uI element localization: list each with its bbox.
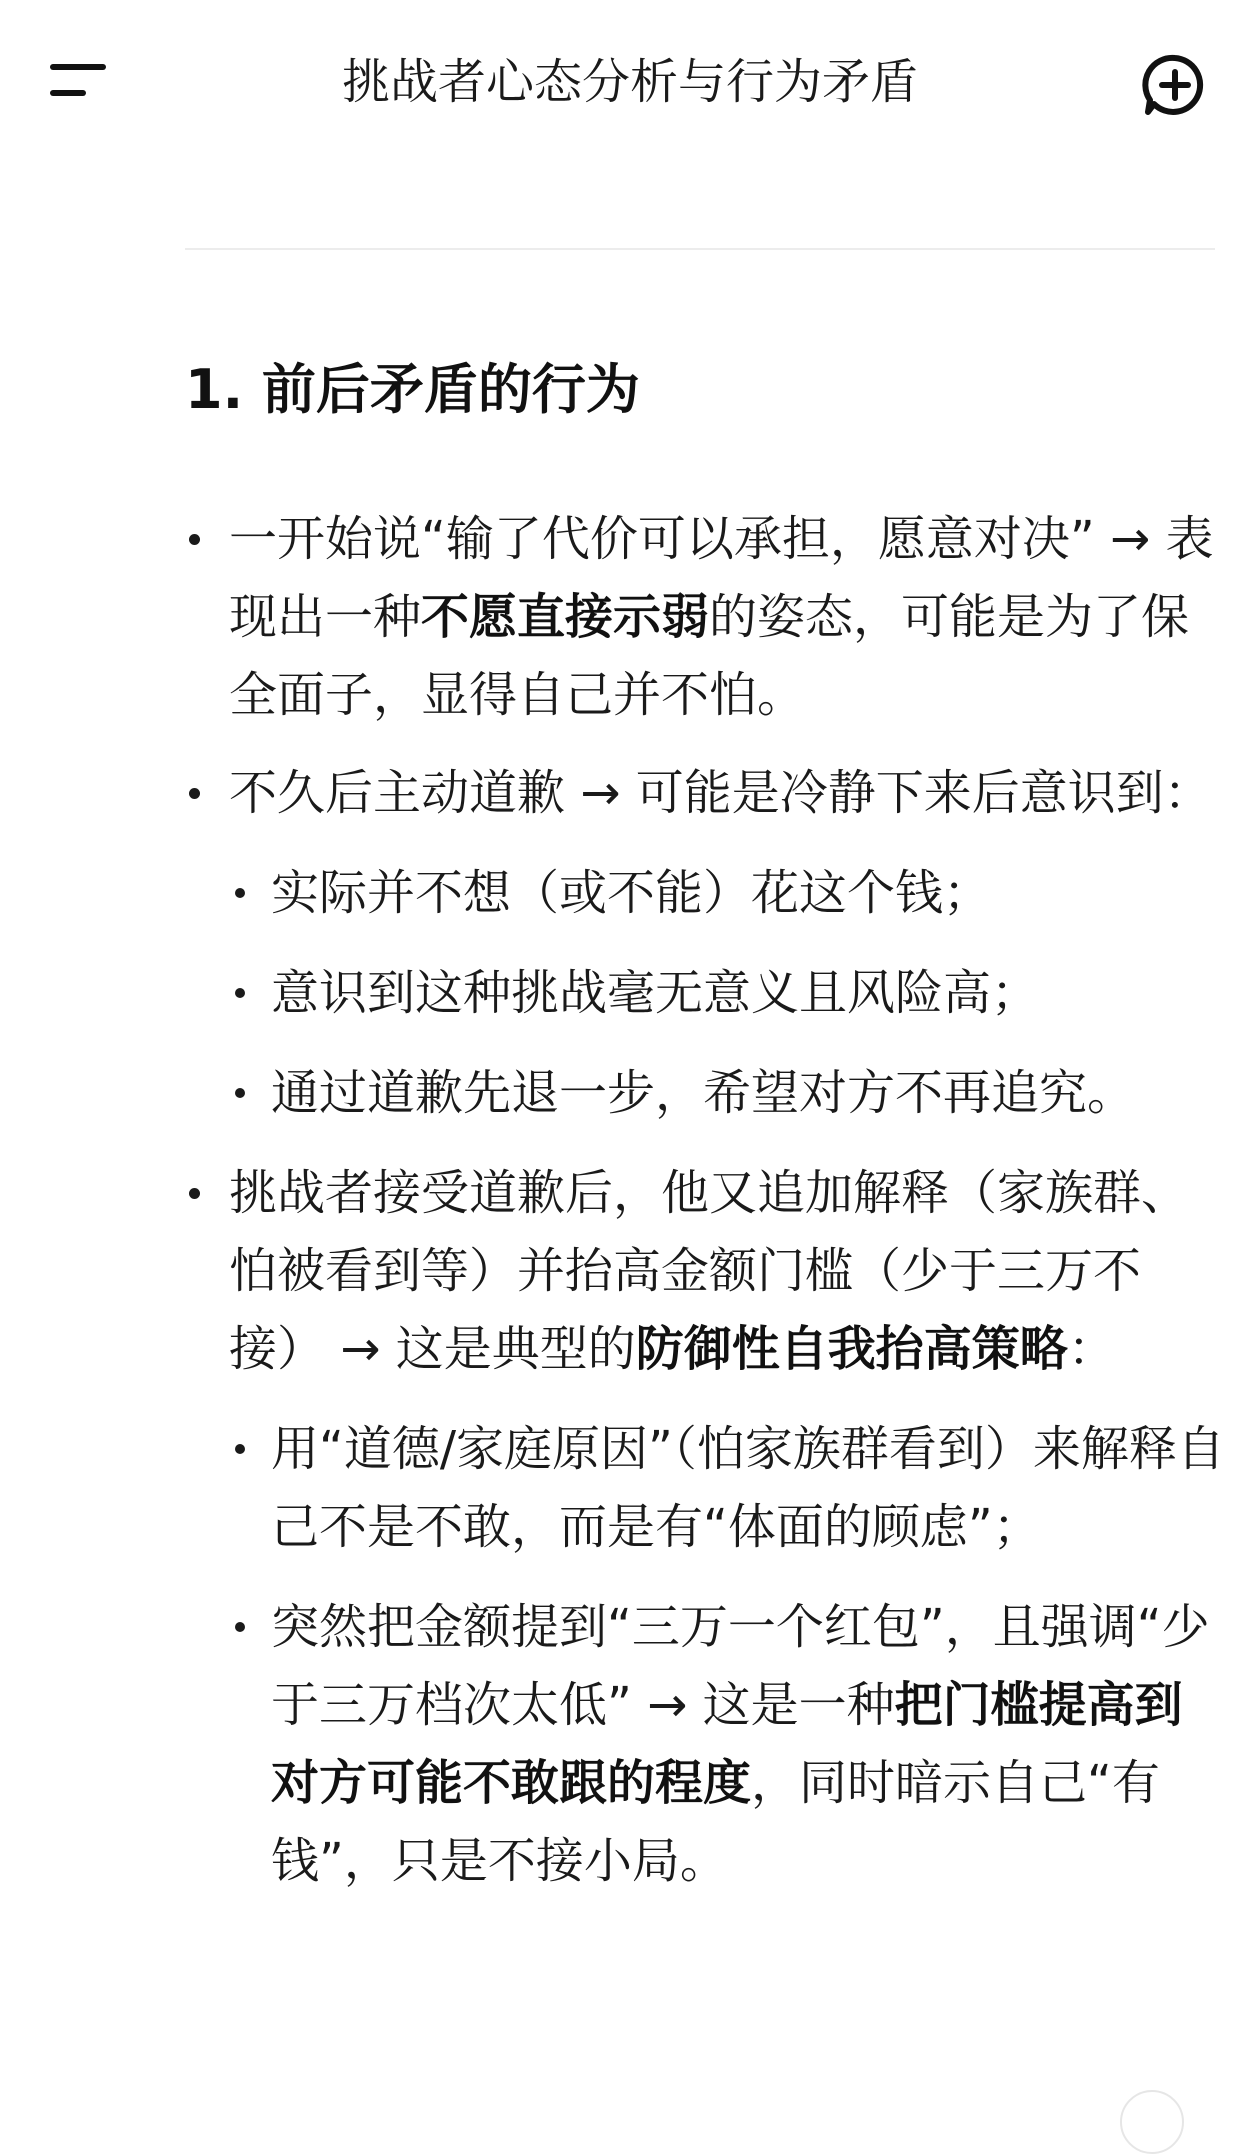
sub-list xyxy=(229,1410,1225,1900)
item-text: 一开始说“输了代价可以承担，愿意对决” → 表现出一种 xyxy=(229,511,1214,645)
item-text: 的姿态，可能是为了保全面子，显得自己并不怕。 xyxy=(229,589,1190,723)
top-bar xyxy=(0,0,1260,170)
sub-list xyxy=(229,854,1225,1132)
item-text: 不久后主动道歉 → 可能是冷静下来后意识到： xyxy=(229,765,1212,821)
sub-list-item xyxy=(229,1410,1225,1566)
sub-item-text: 实际并不想（或不能）花这个钱； xyxy=(271,865,992,921)
page-title: 挑战者心态分析与行为矛盾 xyxy=(341,54,918,110)
menu-icon[interactable] xyxy=(44,50,116,114)
sub-item-text: 用“道德/家庭原因”（怕家族群看到）来解释自己不是不敢，而是有“体面的顾虑”； xyxy=(271,1421,1225,1555)
sub-list-item xyxy=(229,854,1225,932)
item-bold-text: 不愿直接示弱 xyxy=(421,589,710,645)
sub-item-text: 突然把金额提到“三万一个红包”，且强调“少于三万档次太低” → 这是一种 xyxy=(271,1599,1210,1733)
menu-icon-line-bottom xyxy=(50,90,86,96)
divider xyxy=(185,248,1215,250)
item-text: 挑战者接受道歉后，他又追加解释（家族群、怕被看到等）并抬高金额门槛（少于三万不接） → 这是典型的 xyxy=(229,1165,1190,1377)
sub-list-item xyxy=(229,954,1225,1032)
sub-list-item xyxy=(229,1588,1225,1900)
sub-item-text: 通过道歉先退一步，希望对方不再追究。 xyxy=(271,1065,1136,1121)
message-content xyxy=(185,350,1225,1922)
sub-item-text: ，同时暗示自己“有钱”，只是不接小局。 xyxy=(271,1755,1160,1889)
list-item xyxy=(185,754,1225,1132)
list-item xyxy=(185,1154,1225,1900)
menu-icon-line-top xyxy=(50,64,106,70)
item-bold-text: 防御性自我抬高策略 xyxy=(635,1321,1068,1377)
sub-item-bold-text: 把门槛提高到对方可能不敢跟的程度 xyxy=(271,1677,1183,1811)
list-item xyxy=(185,500,1225,734)
new-chat-plus-icon[interactable] xyxy=(1140,50,1210,120)
section-heading: 1. 前后矛盾的行为 xyxy=(185,358,640,421)
bullet-list xyxy=(185,500,1225,1900)
scroll-down-button[interactable] xyxy=(1120,2090,1184,2154)
sub-item-text: 意识到这种挑战毫无意义且风险高； xyxy=(271,965,1040,1021)
item-text: ： xyxy=(1067,1321,1116,1377)
sub-list-item xyxy=(229,1054,1225,1132)
